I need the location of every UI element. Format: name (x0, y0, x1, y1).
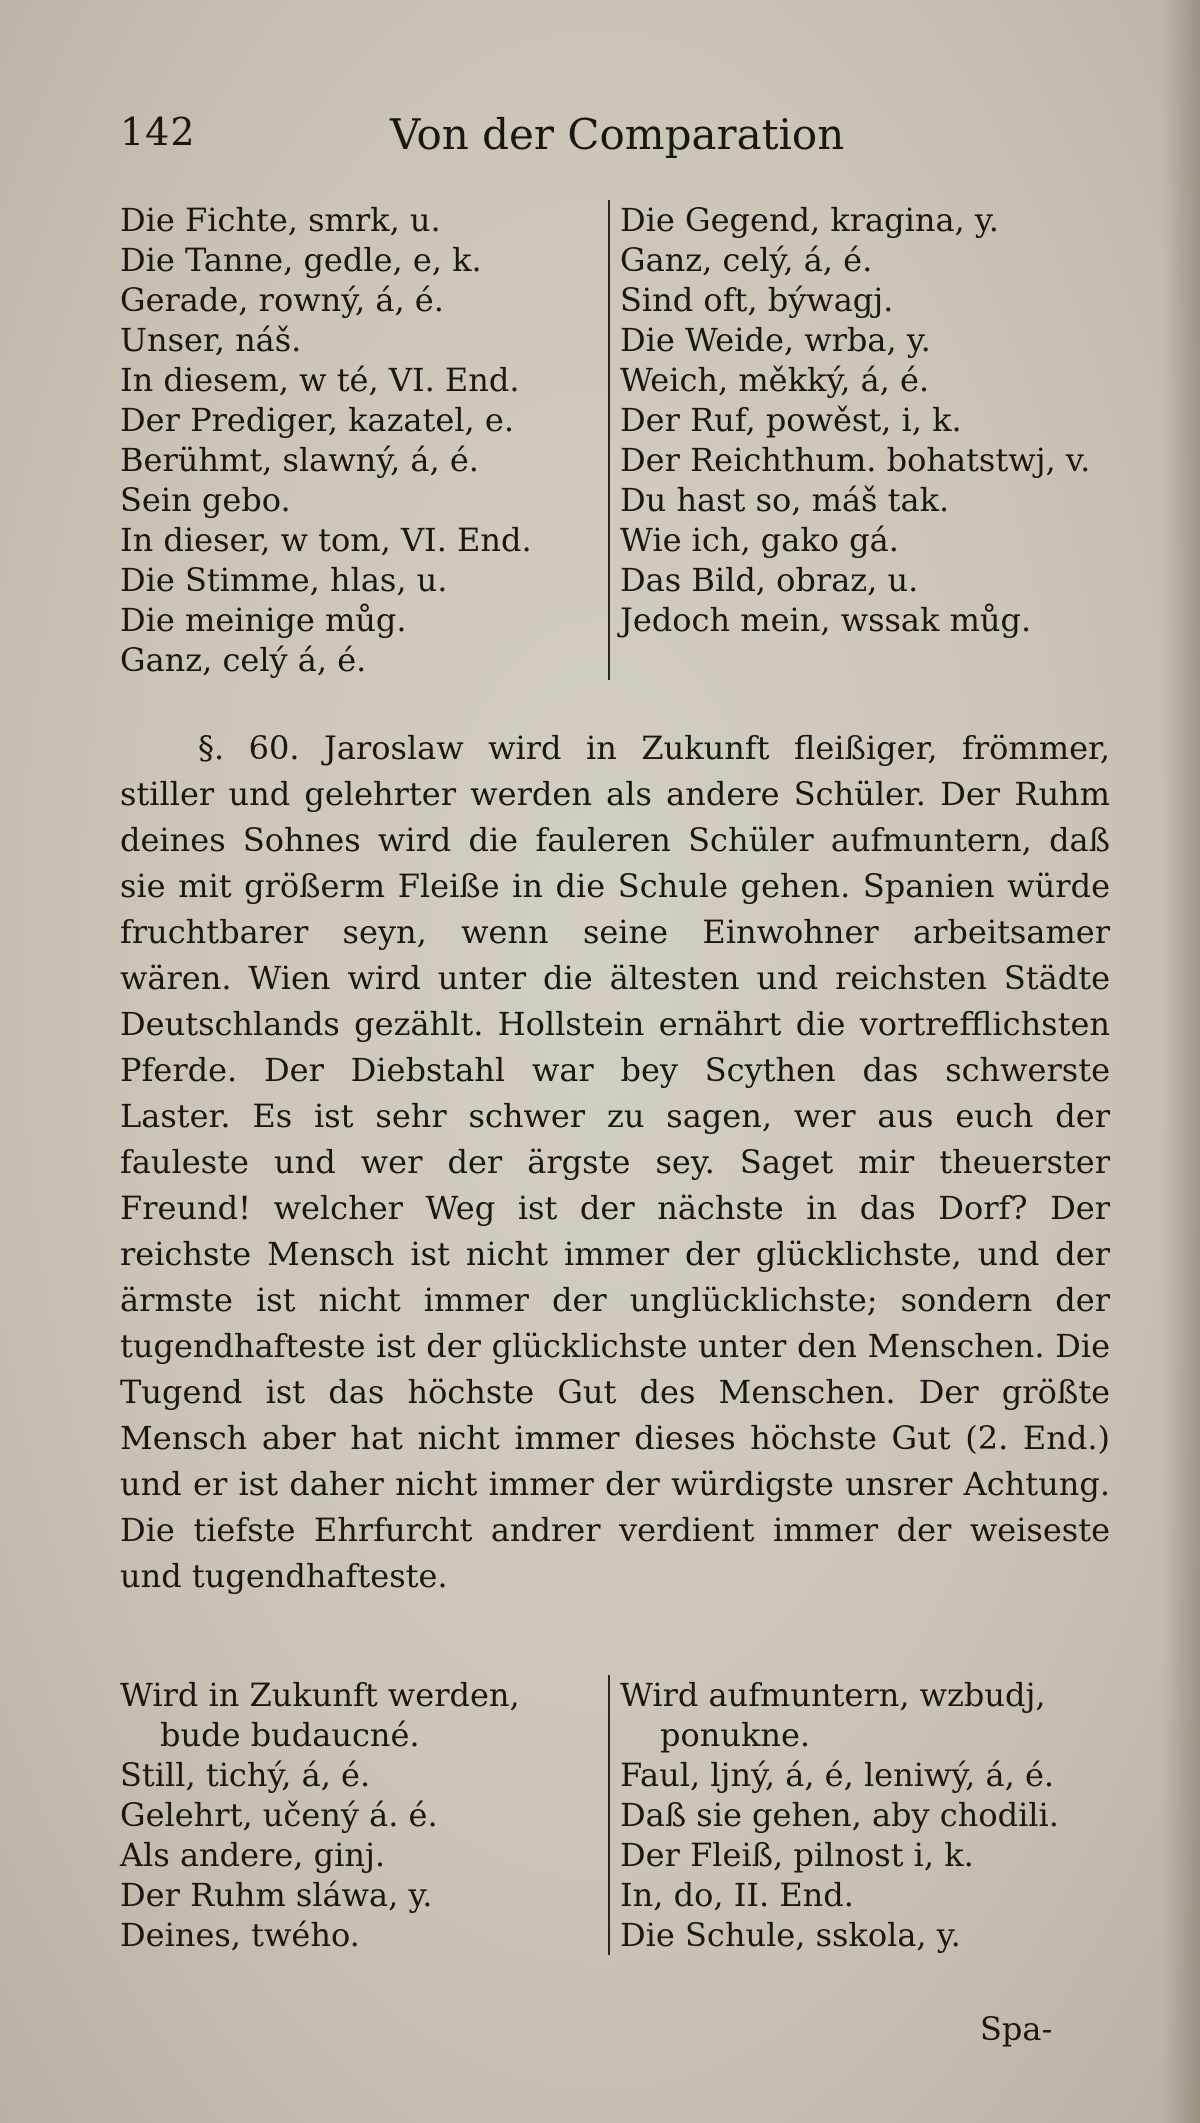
vocabulary-column-left (120, 200, 600, 680)
vocabulary-list-top (120, 200, 1120, 680)
vocab-entry: Still, tichý, á, é. (120, 1756, 371, 1794)
vocab-entry: Wird in Zukunft werden, bude budaucné. (120, 1676, 520, 1754)
vocab-entry: Die Tanne, gedle, e, k. (120, 241, 482, 279)
vocab-entry: Du hast so, máš tak. (620, 481, 950, 519)
vocab-entry: Ganz, celý á, é. (120, 641, 367, 679)
vocab-entry: Die Gegend, kragina, y. (620, 201, 999, 239)
vocab-entry: Die Fichte, smrk, u. (120, 201, 441, 239)
vocab-entry: Der Reichthum. bohatstwj, v. (620, 441, 1091, 479)
vocab-entry: Der Fleiß, pilnost i, k. (620, 1836, 974, 1874)
catchword: Spa- (980, 2010, 1053, 2048)
vocabulary-column-right (620, 1675, 1120, 1955)
column-divider (608, 1675, 610, 1955)
vocab-entry: In diesem, w té, VI. End. (120, 361, 520, 399)
column-divider (608, 200, 610, 680)
vocab-entry: Die Weide, wrba, y. (620, 321, 931, 359)
vocabulary-column-left (120, 1675, 600, 1955)
vocab-entry: Unser, náš. (120, 321, 302, 359)
vocab-entry: Deines, twého. (120, 1916, 360, 1954)
vocab-entry: Jedoch mein, wssak můg. (620, 601, 1032, 639)
vocab-entry: Gerade, rowný, á, é. (120, 281, 444, 319)
vocab-entry: Sind oft, býwagj. (620, 281, 894, 319)
vocab-entry: Sein gebo. (120, 481, 291, 519)
vocab-entry: Gelehrt, učený á. é. (120, 1796, 438, 1834)
vocabulary-list-bottom (120, 1675, 1120, 1955)
vocab-entry: Daß sie gehen, aby chodili. (620, 1796, 1059, 1834)
vocab-entry: Der Prediger, kazatel, e. (120, 401, 514, 439)
exercise-paragraph: §. 60. Jaroslaw wird in Zukunft fleißiger, frömmer, stiller und gelehrter werden als andere Schüler. Der Ruhm deines Sohnes wird die fauleren Schüler aufmuntern, daß sie mit größerm Fleiße in die Schule gehen. Spanien würde fruchtbarer seyn, wenn seine Einwohner arbeitsamer wären. Wien wird unter die ältesten und reichsten Städte Deutschlands gezählt. Hollstein ernährt die vortrefflichsten Pferde. Der Diebstahl war bey Scythen das schwerste Laster. Es ist sehr schwer zu sagen, wer aus euch der fauleste und wer der ärgste sey. Saget mir theuerster Freund! welcher Weg ist der nächste in das Dorf? Der reichste Mensch ist nicht immer der glücklichste, und der ärmste ist nicht immer der unglücklichste; sondern der tugendhafteste ist der glücklichste unter den Menschen. Die Tugend ist das höchste Gut des Menschen. Der größte Mensch aber hat nicht immer dieses höchste Gut (2. End.) und er ist daher nicht immer der würdigste unsrer Achtung. Die tiefste Ehrfurcht andrer verdient immer der weiseste und tugendhafteste. (120, 729, 1110, 1595)
vocabulary-column-right (620, 200, 1120, 640)
vocab-entry: Faul, ljný, á, é, leniwý, á, é. (620, 1756, 1055, 1794)
page-header (120, 110, 1120, 170)
vocab-entry: Der Ruhm sláwa, y. (120, 1876, 433, 1914)
vocab-entry: Der Ruf, powěst, i, k. (620, 401, 962, 439)
vocab-entry: Weich, měkký, á, é. (620, 361, 930, 399)
vocab-entry: Die Schule, sskola, y. (620, 1916, 961, 1954)
vocab-entry: Als andere, ginj. (120, 1836, 386, 1874)
vocab-entry: Wird aufmuntern, wzbudj, ponukne. (620, 1676, 1046, 1754)
page-gutter-shadow (1162, 0, 1200, 2123)
vocab-entry: Das Bild, obraz, u. (620, 561, 919, 599)
running-title: Von der Comparation (390, 110, 845, 159)
vocab-entry: Ganz, celý, á, é. (620, 241, 873, 279)
page-number: 142 (120, 110, 196, 154)
vocab-entry: In, do, II. End. (620, 1876, 854, 1914)
vocab-entry: Die Stimme, hlas, u. (120, 561, 448, 599)
vocab-entry: In dieser, w tom, VI. End. (120, 521, 532, 559)
vocab-entry: Berühmt, slawný, á, é. (120, 441, 479, 479)
vocab-entry: Wie ich, gako gá. (620, 521, 899, 559)
vocab-entry: Die meinige můg. (120, 601, 407, 639)
